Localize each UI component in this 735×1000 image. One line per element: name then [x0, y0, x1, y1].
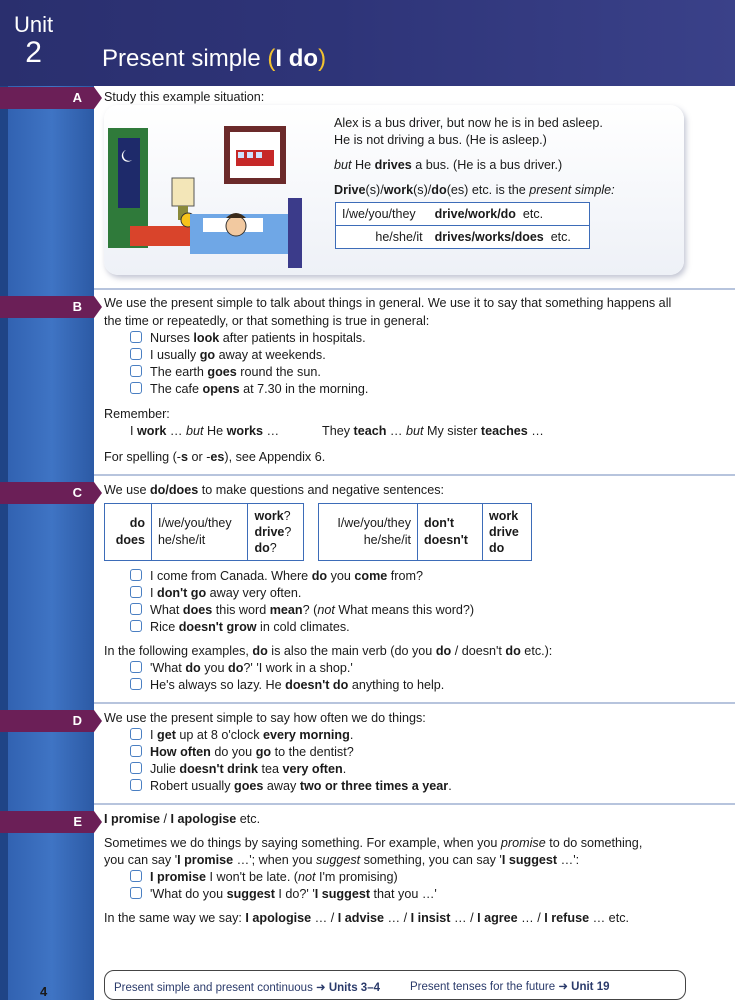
- checkbox-bullet-icon: [130, 569, 142, 581]
- arrow-right-icon: ➜: [316, 982, 326, 994]
- section-d-label: D: [72, 713, 82, 728]
- checkbox-bullet-icon: [130, 365, 142, 377]
- remember-example-1: I work … but He works …: [130, 424, 280, 438]
- checkbox-bullet-icon: [130, 728, 142, 740]
- list-item: I come from Canada. Where do you come from?: [130, 569, 423, 583]
- list-item: The cafe opens at 7.30 in the morning.: [130, 382, 368, 396]
- arrow-right-icon: ➜: [558, 981, 568, 993]
- checkbox-bullet-icon: [130, 678, 142, 690]
- section-divider: [94, 288, 735, 290]
- section-e-heading: I promise / I apologise etc.: [104, 812, 261, 826]
- checkbox-bullet-icon: [130, 586, 142, 598]
- unit-header: [0, 0, 735, 86]
- section-divider: [94, 803, 735, 805]
- list-item: Julie doesn't drink tea very often.: [130, 762, 346, 776]
- subject-singular: he/she/it: [375, 230, 423, 244]
- negative-table: I/we/you/they he/she/it don't doesn't work drive do: [318, 503, 532, 561]
- section-e-bar: [0, 811, 94, 833]
- list-item: I promise I won't be late. (not I'm promising): [130, 870, 398, 884]
- list-item: I usually go away at weekends.: [130, 348, 326, 362]
- list-item: Nurses look after patients in hospitals.: [130, 331, 366, 345]
- list-item: He's always so lazy. He doesn't do anything to help.: [130, 678, 444, 692]
- checkbox-bullet-icon: [130, 348, 142, 360]
- section-a-bar: [0, 87, 94, 109]
- verbs-s: drives/works/does etc.: [434, 230, 571, 244]
- page-number: 4: [40, 984, 48, 999]
- section-c-bar: [0, 482, 94, 504]
- section-b-para-1: We use the present simple to talk about things in general. We use it to say that something happens all: [104, 296, 672, 310]
- checkbox-bullet-icon: [130, 887, 142, 899]
- section-c-para-2: In the following examples, do is also the main verb (do you do / doesn't do etc.):: [104, 644, 553, 658]
- link-unit-19[interactable]: Present tenses for the future ➜ Unit 19: [410, 981, 610, 993]
- section-divider: [94, 474, 735, 476]
- list-item: Rice doesn't grow in cold climates.: [130, 620, 350, 634]
- present-simple-definition: Drive(s)/work(s)/do(es) etc. is the present simple:: [334, 183, 615, 197]
- unit-number: 2: [25, 36, 42, 69]
- section-a-label: A: [72, 90, 82, 105]
- section-e-para-3: In the same way we say: I apologise … / I advise … / I insist … / I agree … / I refuse … etc.: [104, 911, 629, 925]
- checkbox-bullet-icon: [130, 382, 142, 394]
- conjugation-table: [335, 202, 590, 249]
- list-item: 'What do you suggest I do?' 'I suggest that you …': [130, 887, 437, 901]
- section-a-intro: Study this example situation:: [104, 90, 265, 104]
- section-c-para-1: We use do/does to make questions and negative sentences:: [104, 483, 444, 497]
- list-item: Robert usually goes away two or three times a year.: [130, 779, 452, 793]
- list-item: I don't go away very often.: [130, 586, 301, 600]
- subject-plural: I/we/you/they: [342, 207, 416, 221]
- remember-example-2: They teach … but My sister teaches …: [322, 424, 544, 438]
- unit-badge: [14, 14, 53, 68]
- example-line-3: but He drives a bus. (He is a bus driver.): [334, 158, 563, 172]
- title-highlight: I do: [275, 45, 319, 72]
- checkbox-bullet-icon: [130, 762, 142, 774]
- example-line-1: Alex is a bus driver, but now he is in bed asleep.: [334, 116, 603, 130]
- section-b-bar: [0, 296, 94, 318]
- checkbox-bullet-icon: [130, 745, 142, 757]
- remember-label: Remember:: [104, 407, 170, 421]
- checkbox-bullet-icon: [130, 331, 142, 343]
- section-c-label: C: [72, 485, 82, 500]
- list-item: 'What do you do?' 'I work in a shop.': [130, 661, 353, 675]
- checkbox-bullet-icon: [130, 661, 142, 673]
- verbs-base: drive/work/do etc.: [434, 207, 544, 221]
- page-title: [102, 45, 326, 73]
- checkbox-bullet-icon: [130, 779, 142, 791]
- list-item: The earth goes round the sun.: [130, 365, 321, 379]
- section-e-label: E: [73, 814, 82, 829]
- checkbox-bullet-icon: [130, 620, 142, 632]
- list-item: How often do you go to the dentist?: [130, 745, 354, 759]
- section-d-para: We use the present simple to say how often we do things:: [104, 711, 426, 725]
- unit-word: Unit: [14, 12, 54, 37]
- link-units-3-4[interactable]: Present simple and present continuous ➜ Units 3–4: [114, 982, 380, 994]
- spelling-note: For spelling (-s or -es), see Appendix 6.: [104, 450, 326, 464]
- title-main: Present simple: [102, 45, 268, 72]
- section-b-para-2: the time or repeatedly, or that something is true in general:: [104, 314, 430, 328]
- bedroom-illustration: [108, 118, 308, 278]
- section-d-bar: [0, 710, 94, 732]
- checkbox-bullet-icon: [130, 603, 142, 615]
- question-table: do does I/we/you/they he/she/it work? drive? do?: [104, 503, 304, 561]
- list-item: I get up at 8 o'clock every morning.: [130, 728, 353, 742]
- section-divider: [94, 702, 735, 704]
- list-item: What does this word mean? (not What means this word?): [130, 603, 474, 617]
- section-e-para-2: you can say 'I promise …'; when you suggest something, you can say 'I suggest …':: [104, 853, 580, 867]
- section-e-para-1: Sometimes we do things by saying something. For example, when you promise to do something,: [104, 836, 643, 850]
- title-paren-close: ): [318, 45, 327, 72]
- section-b-label: B: [72, 299, 82, 314]
- example-line-2: He is not driving a bus. (He is asleep.): [334, 133, 547, 147]
- checkbox-bullet-icon: [130, 870, 142, 882]
- title-paren-open: (: [267, 45, 276, 72]
